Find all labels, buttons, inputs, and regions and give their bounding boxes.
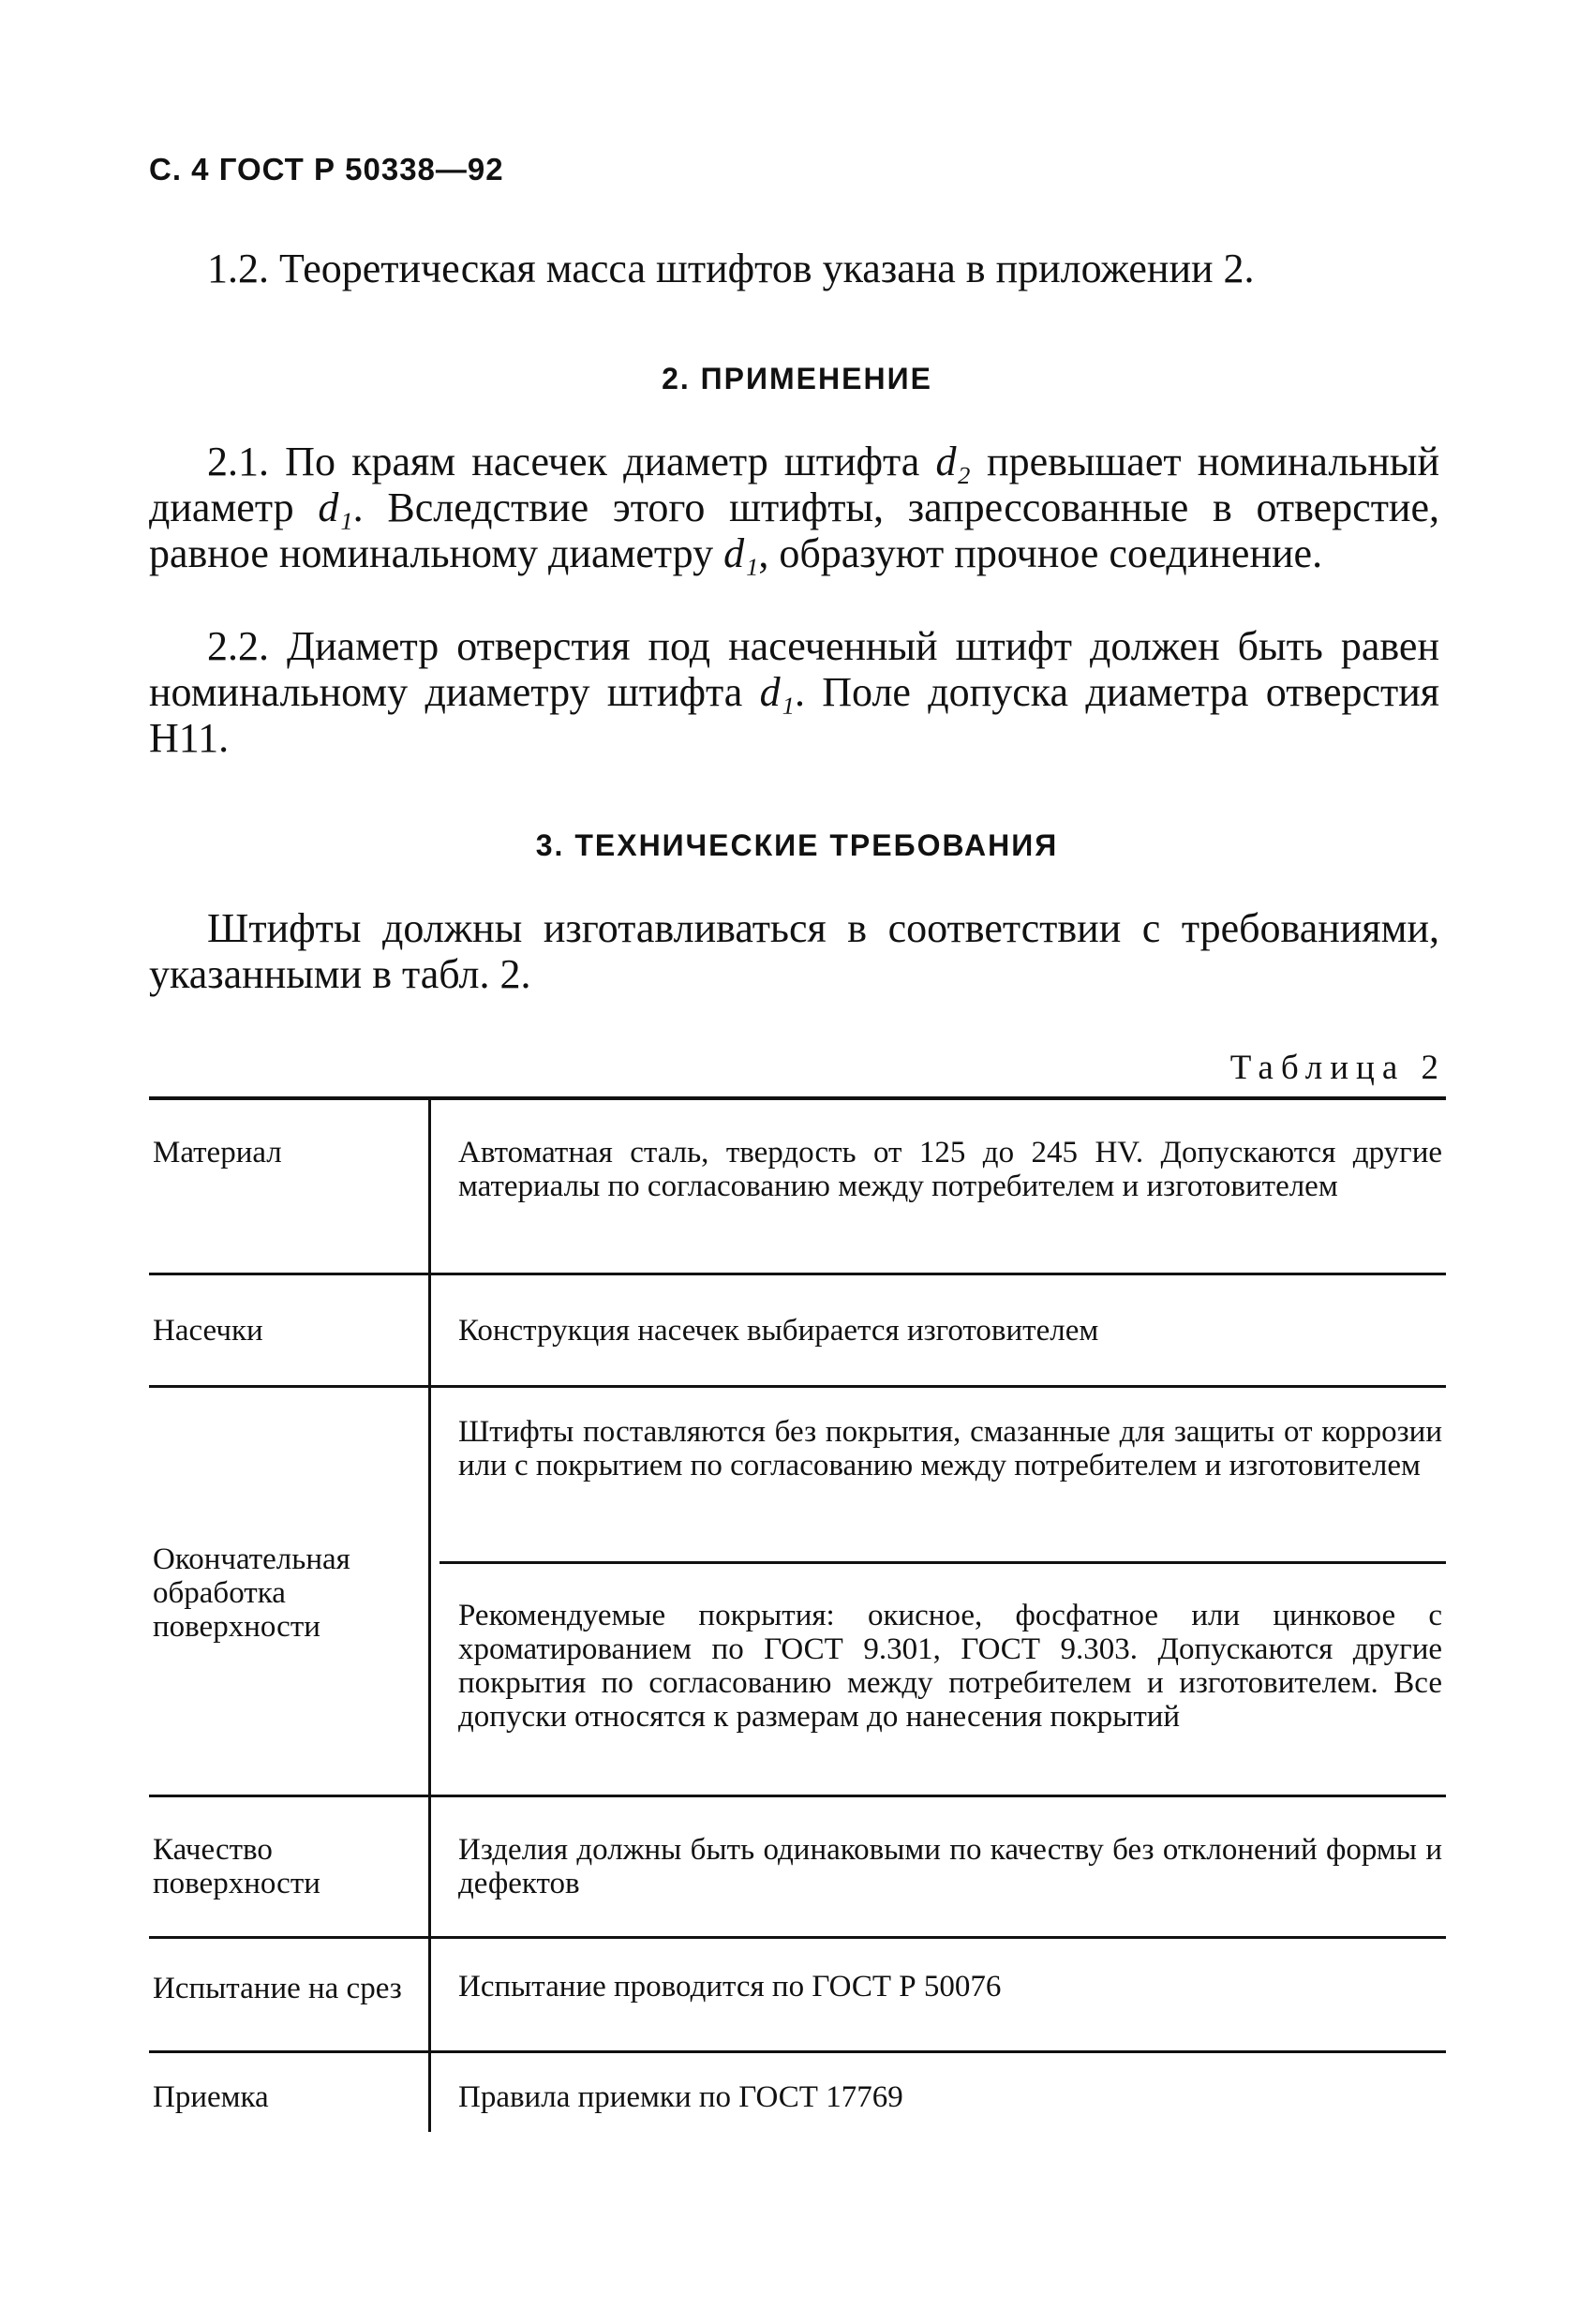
table-row-label: Насечки xyxy=(153,1314,263,1348)
table-row-value: Автоматная сталь, твердость от 125 до 245 HV. Допускаются другие материалы по согласованию между потребителем и изготовителем xyxy=(458,1136,1442,1203)
symbol-d1: d₁ xyxy=(318,484,353,530)
paragraph-1-2: 1.2. Теоретическая масса штифтов указана в приложении 2. xyxy=(207,246,1255,291)
table-row-label: Приемка xyxy=(153,2080,269,2114)
symbol-d1: d₁ xyxy=(759,669,795,715)
table-row-label: Качество поверхности xyxy=(153,1833,320,1900)
section-2-title: 2. ПРИМЕНЕНИЕ xyxy=(662,362,932,395)
table-top-border xyxy=(149,1096,1446,1100)
section-3-intro: Штифты должны изготавливаться в соответствии с требованиями, указанными в табл. 2. xyxy=(149,905,1439,997)
symbol-d1: d₁ xyxy=(723,530,759,576)
table-row-divider xyxy=(149,1936,1446,1939)
table-row-value: Рекомендуемые покрытия: окисное, фосфатное или цинковое с хроматированием по ГОСТ 9.301, ГОСТ 9.303. Допускаются другие покрытия по согласованию между потребителем и изготовителем. Все допуски относятся к размерам до нанесения покрытий xyxy=(458,1599,1442,1734)
section-3-title: 3. ТЕХНИЧЕСКИЕ ТРЕБОВАНИЯ xyxy=(535,828,1059,862)
table-row-value: Штифты поставляются без покрытия, смазанные для защиты от коррозии или с покрытием по согласованию между потребителем и изготовителем xyxy=(458,1415,1442,1482)
table-row-value: Правила приемки по ГОСТ 17769 xyxy=(458,2080,903,2114)
table-row-value: Изделия должны быть одинаковыми по качеству без отклонений формы и дефектов xyxy=(458,1833,1442,1900)
page-header: С. 4 ГОСТ Р 50338—92 xyxy=(149,152,504,186)
table-caption: Таблица 2 xyxy=(1229,1049,1446,1087)
table-row-value: Конструкция насечек выбирается изготовителем xyxy=(458,1314,1099,1348)
table-row-divider xyxy=(149,1385,1446,1388)
requirements-table xyxy=(149,1096,1446,2132)
symbol-d2: d₂ xyxy=(935,439,971,484)
table-row-divider xyxy=(149,1273,1446,1275)
table-row-value: Испытание проводится по ГОСТ Р 50076 xyxy=(458,1970,1002,2004)
table-row-label: Испытание на срез xyxy=(153,1972,402,2005)
table-subrow-divider xyxy=(439,1561,1446,1564)
paragraph-2-2: 2.2. Диаметр отверстия под насеченный штифт должен быть равен номинальному диаметру штифта d₁. Поле допуска диаметра отверстия H11. xyxy=(149,623,1440,761)
table-row-label: Материал xyxy=(153,1136,282,1169)
table-row-divider xyxy=(149,2050,1446,2053)
table-row-label: Окончательная обработка поверхности xyxy=(153,1542,350,1644)
table-column-divider xyxy=(428,1096,431,2132)
paragraph-2-1: 2.1. По краям насечек диаметр штифта d₂ превышает номинальный диаметр d₁. Вследствие этого штифты, запрессованные в отверстие, равное номинальному диаметру d₁, образуют прочное соединение. xyxy=(149,439,1440,576)
table-row-divider xyxy=(149,1795,1446,1797)
